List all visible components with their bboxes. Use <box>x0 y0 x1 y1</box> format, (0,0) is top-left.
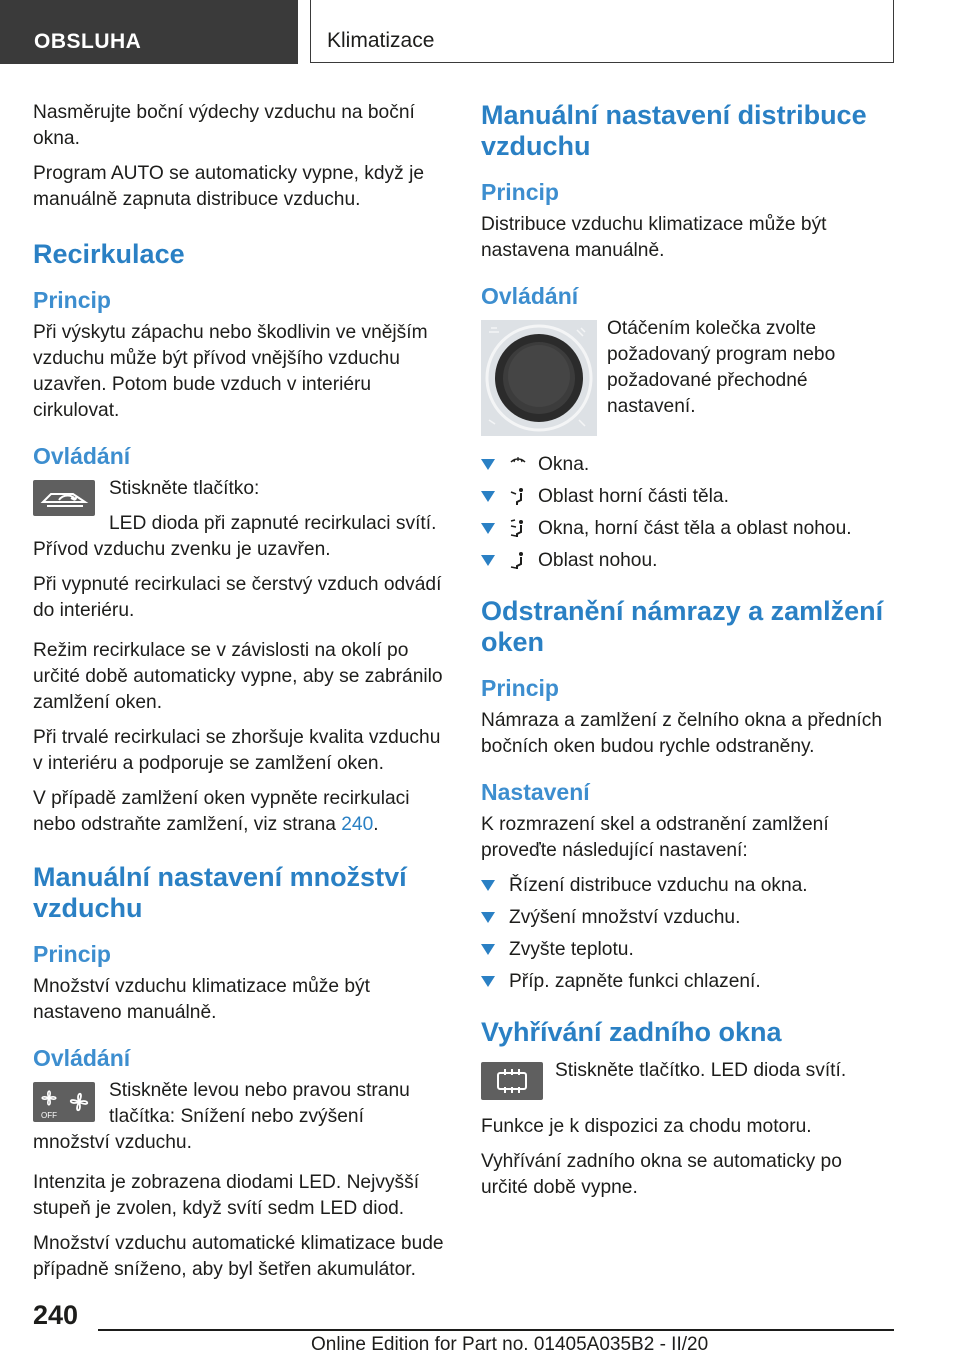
subheading-principle: Princip <box>33 287 111 313</box>
list-item: Příp. zapněte funkci chlazení. <box>481 969 893 995</box>
section-tab <box>0 0 298 64</box>
chapter-tab <box>310 0 894 63</box>
paragraph: Množství vzduchu klimatizace může být nastaveno manuálně. <box>33 976 370 1023</box>
section-label: OBSLUHA <box>34 30 142 53</box>
bullet-triangle-icon <box>481 491 495 502</box>
subheading-principle: Princip <box>481 675 559 701</box>
bullet-triangle-icon <box>481 523 495 534</box>
fan-icon <box>33 1082 95 1122</box>
edition-footer: Online Edition for Part no. 01405A035B2 - II/20 <box>311 1334 709 1355</box>
right-column <box>481 100 893 1210</box>
paragraph: Nasměrujte boční výdechy vzduchu na boční okna. <box>33 102 415 149</box>
subheading-operation: Ovládání <box>33 1045 131 1071</box>
fan-button-image <box>33 1082 95 1122</box>
rear-window-heating-icon <box>481 1062 543 1100</box>
rotary-knob-icon <box>481 320 597 436</box>
list-item: Zvyšte teplotu. <box>481 937 893 963</box>
paragraph: K rozmrazení skel a odstranění zamlžení proveďte následující nastavení: <box>481 814 829 861</box>
distribution-wheel-image <box>481 320 597 436</box>
upper-body-vent-icon <box>509 486 527 506</box>
bullet-triangle-icon <box>481 976 495 987</box>
svg-text:OFF: OFF <box>41 1111 57 1120</box>
recirculation-button-image <box>33 480 95 516</box>
list-item-label: Okna, horní část těla a oblast nohou. <box>538 518 852 539</box>
page-number: 240 <box>33 1300 79 1330</box>
subheading-settings: Nastavení <box>481 779 590 805</box>
paragraph: LED dioda při zapnuté recirkulaci svítí. Přívod vzduchu zvenku je uzavřen. <box>33 513 437 560</box>
subheading-principle: Princip <box>481 179 559 205</box>
list-item-label: Oblast horní části těla. <box>538 486 729 507</box>
bullet-triangle-icon <box>481 912 495 923</box>
footwell-vent-icon <box>509 550 527 570</box>
paragraph: Distribuce vzduchu klimatizace může být nastavena manuálně. <box>481 214 827 261</box>
defrost-steps-list <box>481 873 893 995</box>
subheading-operation: Ovládání <box>481 283 579 309</box>
list-item: Zvýšení množství vzduchu. <box>481 905 893 931</box>
chapter-label: Klimatizace <box>327 29 435 52</box>
list-item <box>481 484 893 510</box>
paragraph: Program AUTO se automaticky vypne, když je manuálně zapnuta distribuce vzduchu. <box>33 163 425 210</box>
heading-air-volume: Manuální nastavení množství vzduchu <box>33 862 407 923</box>
bullet-triangle-icon <box>481 944 495 955</box>
rear-defrost-button-image <box>481 1062 543 1100</box>
bullet-triangle-icon <box>481 880 495 891</box>
windshield-icon <box>509 454 527 474</box>
subheading-principle: Princip <box>33 941 111 967</box>
paragraph: V případě zamlžení oken vypněte recirkulaci nebo odstraňte zamlžení, viz strana 240. <box>33 788 410 835</box>
list-item <box>481 452 893 478</box>
paragraph: Při výskytu zápachu nebo škodlivin ve vnějším vzduchu může být přívod vnějšího vzduchu uzavřen. Potom bude vzduch v interiéru cirkulovat. <box>33 322 428 421</box>
heading-air-distribution: Manuální nastavení distribuce vzduchu <box>481 100 867 161</box>
paragraph: Stiskněte tlačítko: <box>109 478 260 499</box>
bullet-triangle-icon <box>481 555 495 566</box>
paragraph: Režim recirkulace se v závislosti na okolí po určité době automaticky vypne, aby se zabránilo zamlžení oken. <box>33 640 443 713</box>
heading-recirculation: Recirkulace <box>33 239 185 269</box>
list-item <box>481 548 893 574</box>
paragraph: Při trvalé recirkulaci se zhoršuje kvalita vzduchu v interiéru a podporuje se zamlžení oken. <box>33 727 441 774</box>
footer-divider <box>98 1329 894 1331</box>
paragraph: Stiskněte levou nebo pravou stranu tlačítka: Snížení nebo zvýšení množství vzduchu. <box>33 1080 410 1153</box>
heading-defrost: Odstranění námrazy a zamlžení oken <box>481 596 884 657</box>
subheading-operation: Ovládání <box>33 443 131 469</box>
recirculation-icon <box>33 480 95 516</box>
paragraph: Vyhřívání zadního okna se automaticky po určité době vypne. <box>481 1151 842 1198</box>
distribution-mode-list <box>481 442 893 574</box>
list-item-label: Oblast nohou. <box>538 550 658 571</box>
heading-rear-window-heating: Vyhřívání zadního okna <box>481 1017 782 1047</box>
list-item: Řízení distribuce vzduchu na okna. <box>481 873 893 899</box>
paragraph: Při vypnuté recirkulaci se čerstvý vzduch odvádí do interiéru. <box>33 574 442 621</box>
paragraph: Intenzita je zobrazena diodami LED. Nejvyšší stupeň je zvolen, když svítí sedm LED diod. <box>33 1172 420 1219</box>
paragraph: Množství vzduchu automatické klimatizace bude případně sníženo, aby byl šetřen akumulátor. <box>33 1233 444 1280</box>
bullet-triangle-icon <box>481 459 495 470</box>
list-item <box>481 516 893 542</box>
left-column <box>33 100 445 1292</box>
page-link[interactable]: 240 <box>341 814 374 835</box>
paragraph: Otáčením kolečka zvolte požadovaný program nebo požadované přechodné nastavení. <box>607 318 836 417</box>
list-item-label: Okna. <box>538 454 590 475</box>
paragraph: Stiskněte tlačítko. LED dioda svítí. <box>555 1060 847 1081</box>
paragraph: Námraza a zamlžení z čelního okna a předních bočních oken budou rychle odstraněny. <box>481 710 883 757</box>
paragraph: Funkce je k dispozici za chodu motoru. <box>481 1116 812 1137</box>
windows-body-feet-icon <box>509 518 527 538</box>
